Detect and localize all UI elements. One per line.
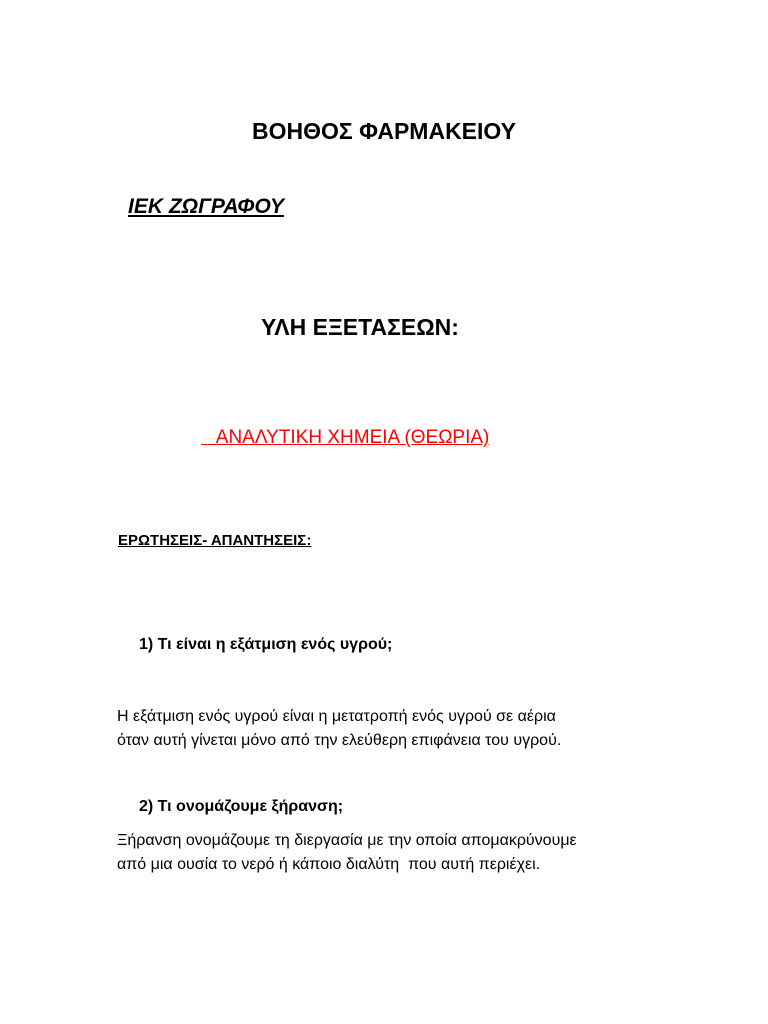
document-title: ΒΟΗΘΟΣ ΦΑΡΜΑΚΕΙΟΥ <box>252 118 516 144</box>
answer-1-line-1: Η εξάτμιση ενός υγρού είναι η μετατροπή ενός υγρού σε αέρια <box>117 708 556 725</box>
question-1: 1) Τι είναι η εξάτμιση ενός υγρού; <box>139 636 393 653</box>
subject-heading: ΑΝΑΛΥΤΙΚΗ ΧΗΜΕΙΑ (ΘΕΩΡΙΑ) <box>201 427 490 448</box>
answer-2 <box>117 829 577 877</box>
answer-2-line-2: από μια ουσία το νερό ή κάποιο διαλύτη που αυτή περιέχει. <box>117 856 541 873</box>
exam-heading: ΥΛΗ ΕΞΕΤΑΣΕΩΝ: <box>261 314 459 340</box>
answer-1-line-2: όταν αυτή γίνεται μόνο από την ελεύθερη επιφάνεια του υγρού. <box>117 732 562 749</box>
school-name: ΙΕΚ ΖΩΓΡΑΦΟΥ <box>128 195 285 218</box>
answer-1 <box>117 705 561 753</box>
question-2: 2) Τι ονομάζουμε ξήρανση; <box>139 798 344 815</box>
qa-heading: ΕΡΩΤΗΣΕΙΣ- ΑΠΑΝΤΗΣΕΙΣ: <box>118 532 312 549</box>
answer-2-line-1: Ξήρανση ονομάζουμε τη διεργασία με την οποία απομακρύνουμε <box>117 832 577 849</box>
